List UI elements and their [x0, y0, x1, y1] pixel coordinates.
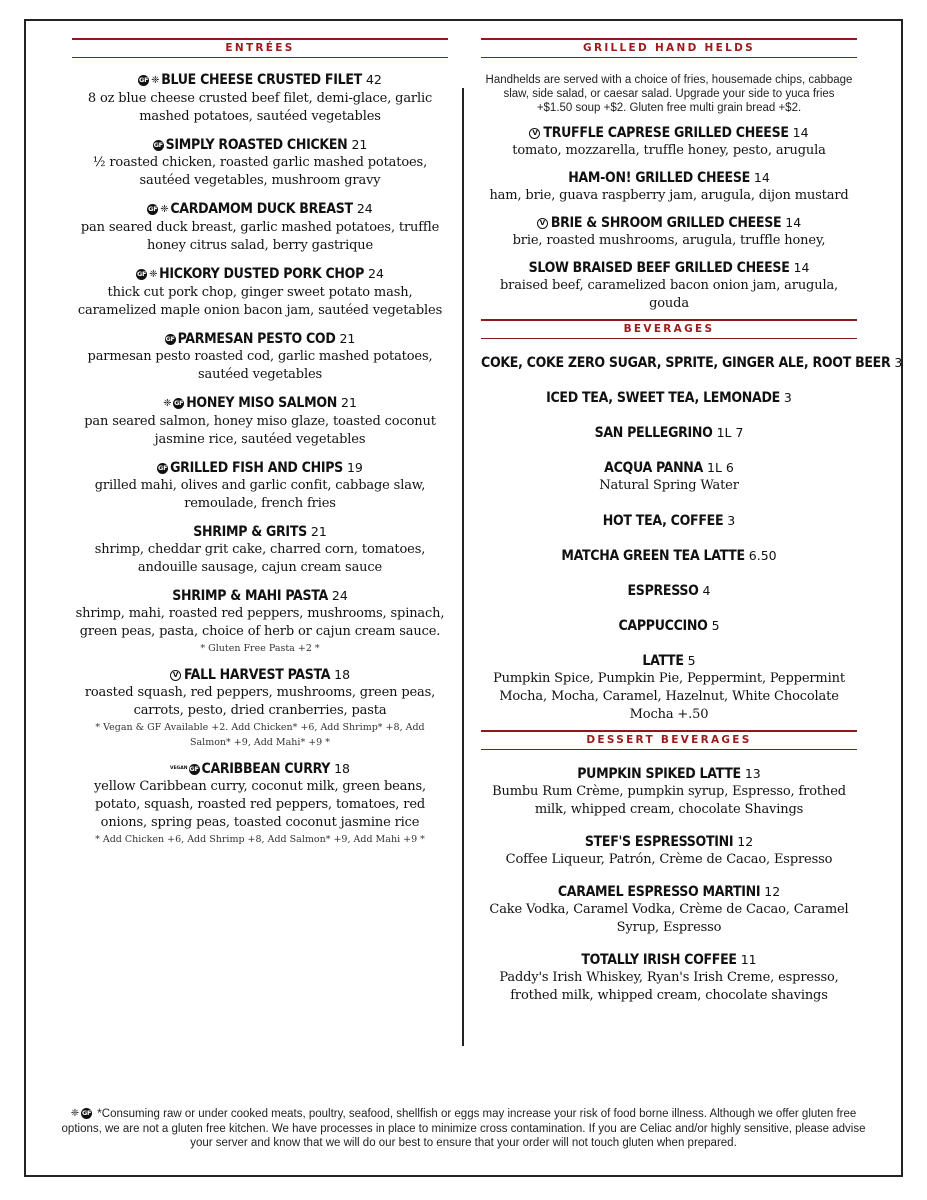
item-description: tomato, mozzarella, truffle honey, pesto, arugula — [512, 143, 826, 158]
gluten-free-icon: GF — [189, 765, 199, 773]
item-name: CARDAMOM DUCK BREAST — [170, 201, 353, 217]
menu-item — [481, 883, 857, 937]
item-name: ACQUA PANNA — [604, 460, 703, 476]
item-name: ICED TEA, SWEET TEA, LEMONADE — [546, 390, 780, 406]
item-price: 13 — [744, 766, 761, 781]
item-description: ½ roasted chicken, roasted garlic mashed potatoes, sautéed vegetables, mushroom gravy — [92, 155, 428, 188]
item-description: pan seared duck breast, garlic mashed potatoes, truffle honey citrus salad, berry gastrique — [80, 220, 440, 253]
menu-item — [481, 214, 857, 250]
item-price: 42 — [365, 72, 382, 87]
raw-warning-icon: ❈ — [160, 204, 169, 215]
item-name: HONEY MISO SALMON — [186, 395, 337, 411]
gluten-free-icon: GF — [82, 1109, 92, 1117]
item-note: * Add Chicken +6, Add Shrimp +8, Add Salmon* +9, Add Mahi +9 * — [95, 834, 425, 845]
raw-warning-icon: ❈ — [149, 269, 158, 280]
item-price: 21 — [351, 137, 368, 152]
item-title — [481, 124, 857, 142]
item-description: Coffee Liqueur, Patrón, Crème de Cacao, Espresso — [505, 852, 833, 867]
item-name: CARAMEL ESPRESSO MARTINI — [557, 884, 761, 900]
item-price: 3 — [727, 513, 736, 528]
item-name: GRILLED FISH AND CHIPS — [170, 460, 343, 476]
item-title — [481, 169, 857, 187]
item-description: roasted squash, red peppers, mushrooms, green peas, carrots, pesto, dried cranberries, pasta — [84, 685, 436, 718]
item-title — [72, 523, 448, 541]
item-title — [72, 200, 448, 219]
gluten-free-icon: GF — [136, 270, 147, 278]
gluten-free-icon: GF — [139, 76, 149, 84]
item-name: FALL HARVEST PASTA — [183, 667, 331, 683]
menu-item — [481, 951, 857, 1005]
item-price: 6.50 — [748, 548, 777, 563]
item-name: BRIE & SHROOM GRILLED CHEESE — [550, 215, 782, 231]
menu-item — [72, 760, 448, 847]
item-name: STEF'S ESPRESSOTINI — [584, 834, 734, 850]
menu-item — [72, 265, 448, 320]
entrees-heading: ENTRÉES — [72, 38, 448, 58]
item-title — [481, 424, 857, 442]
item-description: Pumpkin Spice, Pumpkin Pie, Peppermint, Peppermint Mocha, Mocha, Caramel, Hazelnut, White Chocolate Mocha +.50 — [493, 671, 845, 722]
item-price: 5 — [687, 653, 696, 668]
menu-item — [481, 459, 857, 495]
item-name: SHRIMP & GRITS — [193, 524, 307, 540]
item-title — [481, 582, 857, 600]
item-title — [481, 765, 857, 783]
entrees-list — [72, 71, 448, 847]
item-price: 12 — [737, 834, 754, 849]
gluten-free-icon: GF — [153, 141, 163, 149]
vegetarian-icon: V — [170, 670, 181, 681]
raw-warning-icon: ❈ — [70, 1108, 80, 1119]
menu-item — [481, 512, 857, 530]
item-title — [481, 389, 857, 407]
item-price: 1L 7 — [716, 425, 744, 440]
raw-warning-icon: ❈ — [151, 75, 160, 86]
item-price: 1L 6 — [707, 460, 734, 475]
item-description: shrimp, cheddar grit cake, charred corn, tomatoes, andouille sausage, cajun cream sauce — [94, 542, 426, 575]
handhelds-intro: Handhelds are served with a choice of fries, housemade chips, cabbage slaw, side salad, or caesar salad. Upgrade your side to yuca fries +$1.50 soup +$2. Gluten free multi grain bread +$2. — [485, 74, 853, 114]
item-name: HICKORY DUSTED PORK CHOP — [159, 266, 365, 282]
dessert-beverages-heading: DESSERT BEVERAGES — [481, 730, 857, 750]
item-price: 24 — [368, 266, 384, 281]
item-title — [481, 547, 857, 565]
item-title — [72, 666, 448, 684]
item-name: LATTE — [642, 653, 684, 669]
item-price: 19 — [346, 460, 363, 475]
beverages-heading: BEVERAGES — [481, 319, 857, 339]
item-title — [72, 265, 448, 284]
item-title — [72, 136, 448, 154]
menu-item — [72, 394, 448, 449]
menu-item — [481, 389, 857, 407]
item-description: ham, brie, guava raspberry jam, arugula, dijon mustard — [489, 188, 849, 203]
item-price: 14 — [793, 260, 810, 275]
item-title — [72, 330, 448, 348]
item-name: BLUE CHEESE CRUSTED FILET — [161, 72, 362, 88]
item-title — [481, 617, 857, 635]
item-name: CARIBBEAN CURRY — [201, 761, 331, 777]
menu-item — [481, 169, 857, 205]
item-name: MATCHA GREEN TEA LATTE — [561, 548, 745, 564]
menu-item — [72, 200, 448, 255]
beverages-list — [481, 354, 903, 724]
item-name: PUMPKIN SPIKED LATTE — [577, 766, 741, 782]
item-title — [72, 394, 448, 413]
item-description: thick cut pork chop, ginger sweet potato mash, caramelized maple onion bacon jam, sautéed vegetables — [77, 285, 443, 318]
item-price: 21 — [339, 331, 356, 346]
menu-item — [72, 71, 448, 126]
vegan-icon: VEGAN — [170, 766, 188, 771]
item-name: SHRIMP & MAHI PASTA — [172, 588, 328, 604]
handhelds-list — [481, 124, 857, 313]
gluten-free-icon: GF — [148, 205, 158, 213]
gluten-free-icon: GF — [165, 335, 175, 343]
menu-item — [481, 765, 857, 819]
item-price: 14 — [792, 125, 809, 140]
menu-item — [481, 259, 857, 313]
allergen-disclaimer — [56, 1107, 871, 1151]
item-title — [481, 833, 857, 851]
item-price: 18 — [334, 667, 351, 682]
item-title — [72, 71, 448, 90]
left-column — [72, 38, 448, 847]
item-price: 21 — [341, 395, 357, 410]
item-title — [481, 883, 857, 901]
menu-item — [72, 330, 448, 384]
handhelds-heading: GRILLED HAND HELDS — [481, 38, 857, 58]
item-description: Cake Vodka, Caramel Vodka, Crème de Cacao, Caramel Syrup, Espresso — [489, 902, 849, 935]
item-description: Paddy's Irish Whiskey, Ryan's Irish Creme, espresso, frothed milk, whipped cream, chocolate shavings — [499, 970, 839, 1003]
gluten-free-icon: GF — [158, 464, 168, 472]
item-description: brie, roasted mushrooms, arugula, truffle honey, — [512, 233, 826, 248]
item-name: SIMPLY ROASTED CHICKEN — [165, 137, 348, 153]
item-name: TOTALLY IRISH COFFEE — [581, 952, 737, 968]
item-name: CAPPUCCINO — [618, 618, 708, 634]
menu-item — [72, 523, 448, 577]
item-description: shrimp, mahi, roasted red peppers, mushrooms, spinach, green peas, pasta, choice of herb or cajun cream sauce. — [75, 606, 445, 639]
item-price: 14 — [753, 170, 770, 185]
menu-item — [481, 424, 857, 442]
right-column — [481, 38, 903, 1005]
menu-item — [481, 547, 857, 565]
gluten-free-icon: GF — [174, 399, 184, 407]
item-price: 3 — [783, 390, 792, 405]
vegetarian-icon: V — [537, 218, 548, 229]
item-note: * Gluten Free Pasta +2 * — [200, 643, 320, 654]
item-title — [481, 214, 857, 232]
menu-item — [481, 124, 857, 160]
item-name: HAM-ON! GRILLED CHEESE — [568, 170, 750, 186]
item-name: ESPRESSO — [627, 583, 699, 599]
item-description: 8 oz blue cheese crusted beef filet, demi-glace, garlic mashed potatoes, sautéed vegetables — [87, 91, 433, 124]
item-note: * Vegan & GF Available +2. Add Chicken* +6, Add Shrimp* +8, Add Salmon* +9, Add Mahi* +9 * — [95, 722, 425, 748]
vegetarian-icon: V — [529, 128, 540, 139]
menu-item — [72, 666, 448, 750]
item-title — [481, 354, 903, 372]
item-price: 21 — [310, 524, 327, 539]
item-name: PARMESAN PESTO COD — [177, 331, 336, 347]
item-title — [481, 652, 857, 670]
item-description: parmesan pesto roasted cod, garlic mashed potatoes, sautéed vegetables — [87, 349, 433, 382]
item-price: 11 — [740, 952, 757, 967]
menu-item — [481, 652, 857, 724]
item-description: braised beef, caramelized bacon onion jam, arugula, gouda — [499, 278, 839, 311]
menu-item — [72, 459, 448, 513]
item-name: COKE, COKE ZERO SUGAR, SPRITE, GINGER ALE, ROOT BEER — [481, 355, 891, 371]
menu-item — [72, 136, 448, 190]
disclaimer-text: *Consuming raw or under cooked meats, poultry, seafood, shellfish or eggs may increase your risk of food borne illness. Although we offer gluten free options, we are not a gluten free kitchen. We have processes in place to minimize cross contamination. If you are Celiac and/or highly sensitive, please advise your server and know that we will do our best to ensure that your order will not touch gluten when prepared. — [61, 1108, 866, 1149]
item-title — [481, 259, 857, 277]
menu-item — [481, 582, 857, 600]
item-price: 12 — [764, 884, 781, 899]
item-name: SAN PELLEGRINO — [594, 425, 713, 441]
menu-item — [72, 587, 448, 656]
raw-warning-icon: ❈ — [163, 398, 172, 409]
item-price: 4 — [702, 583, 711, 598]
item-price: 3 — [894, 355, 903, 370]
item-description: grilled mahi, olives and garlic confit, cabbage slaw, remoulade, french fries — [94, 478, 426, 511]
menu-item — [481, 833, 857, 869]
column-divider — [462, 88, 464, 1046]
item-title — [72, 760, 448, 778]
item-price: 18 — [334, 761, 350, 776]
menu-item — [481, 354, 903, 372]
item-title — [481, 951, 857, 969]
item-name: SLOW BRAISED BEEF GRILLED CHEESE — [528, 260, 790, 276]
item-title — [72, 459, 448, 477]
item-name: TRUFFLE CAPRESE GRILLED CHEESE — [543, 125, 789, 141]
menu-item — [481, 617, 857, 635]
item-price: 24 — [331, 588, 348, 603]
dessert-beverages-list — [481, 765, 857, 1005]
item-title — [481, 459, 857, 477]
item-price: 24 — [356, 201, 373, 216]
item-title — [72, 587, 448, 605]
item-description: Bumbu Rum Crème, pumpkin syrup, Espresso, frothed milk, whipped cream, chocolate Shavings — [492, 784, 846, 817]
item-name: HOT TEA, COFFEE — [602, 513, 724, 529]
item-title — [481, 512, 857, 530]
item-price: 5 — [711, 618, 720, 633]
item-description: yellow Caribbean curry, coconut milk, green beans, potato, squash, roasted red peppers, tomatoes, red onions, spring peas, toasted coconut jasmine rice — [93, 779, 427, 830]
item-description: pan seared salmon, honey miso glaze, toasted coconut jasmine rice, sautéed vegetables — [84, 414, 436, 447]
item-price: 14 — [785, 215, 802, 230]
item-description: Natural Spring Water — [599, 478, 739, 493]
